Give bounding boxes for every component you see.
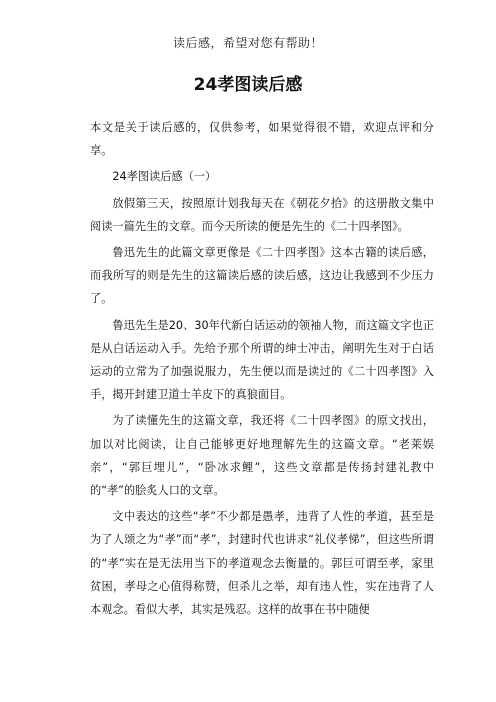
intro-paragraph: 本文是关于读后感的，仅供参考，如果觉得很不错，欢迎点评和分享。	[90, 121, 434, 158]
document-title: 24孝图读后感	[193, 75, 303, 95]
body-paragraph-3: 鲁迅先生是20、30年代新白话运动的领袖人物，而这篇文字也正是从白话运动入手。先给予那个所谓的绅士冲击，阐明先生对于白话运动的立常为了加强说服力，先生便以而是读过的《二十四孝图》入手，揭开封建卫道士羊皮下的真狼面目。	[90, 318, 434, 402]
body-paragraph-5: 文中表达的这些“孝”不少都是愚孝，违背了人性的孝道，甚至是为了人颂之为“孝”而“孝”，封建时代也讲求“礼仪孝悌”，但这些所谓的“孝”实在是无法用当下的孝道观念去衡量的。郭巨可谓至孝，家里贫困，孝母之心值得称赞，但杀儿之举，却有违人性，实在违背了人本观念。看似大孝，其实是残忍。这样的故事在书中随便	[90, 510, 434, 617]
body-paragraph-4: 为了读懂先生的这篇文章，我还将《二十四孝图》的原文找出，加以对比阅读，让自己能够更好地理解先生的这篇文章。“老莱娱亲”，“郭巨埋儿”，“卧冰求鲤”，这些文章都是传扬封建礼教中的“孝”的脍炙人口的文章。	[90, 414, 434, 498]
section-heading: 24孝图读后感（一）	[112, 170, 217, 184]
page-header: 读后感，希望对您有帮助！	[172, 36, 323, 50]
body-paragraph-1: 放假第三天，按照原计划我每天在《朝花夕拾》的这册散文集中阅读一篇先生的文章。而今天所读的便是先生的《二十四孝图》。	[90, 196, 434, 233]
body-paragraph-2: 鲁迅先生的此篇文章更像是《二十四孝图》这本古籍的读后感，而我所写的则是先生的这篇读后感的读后感，这边让我感到不少压力了。	[90, 246, 434, 306]
document-body	[90, 116, 434, 621]
